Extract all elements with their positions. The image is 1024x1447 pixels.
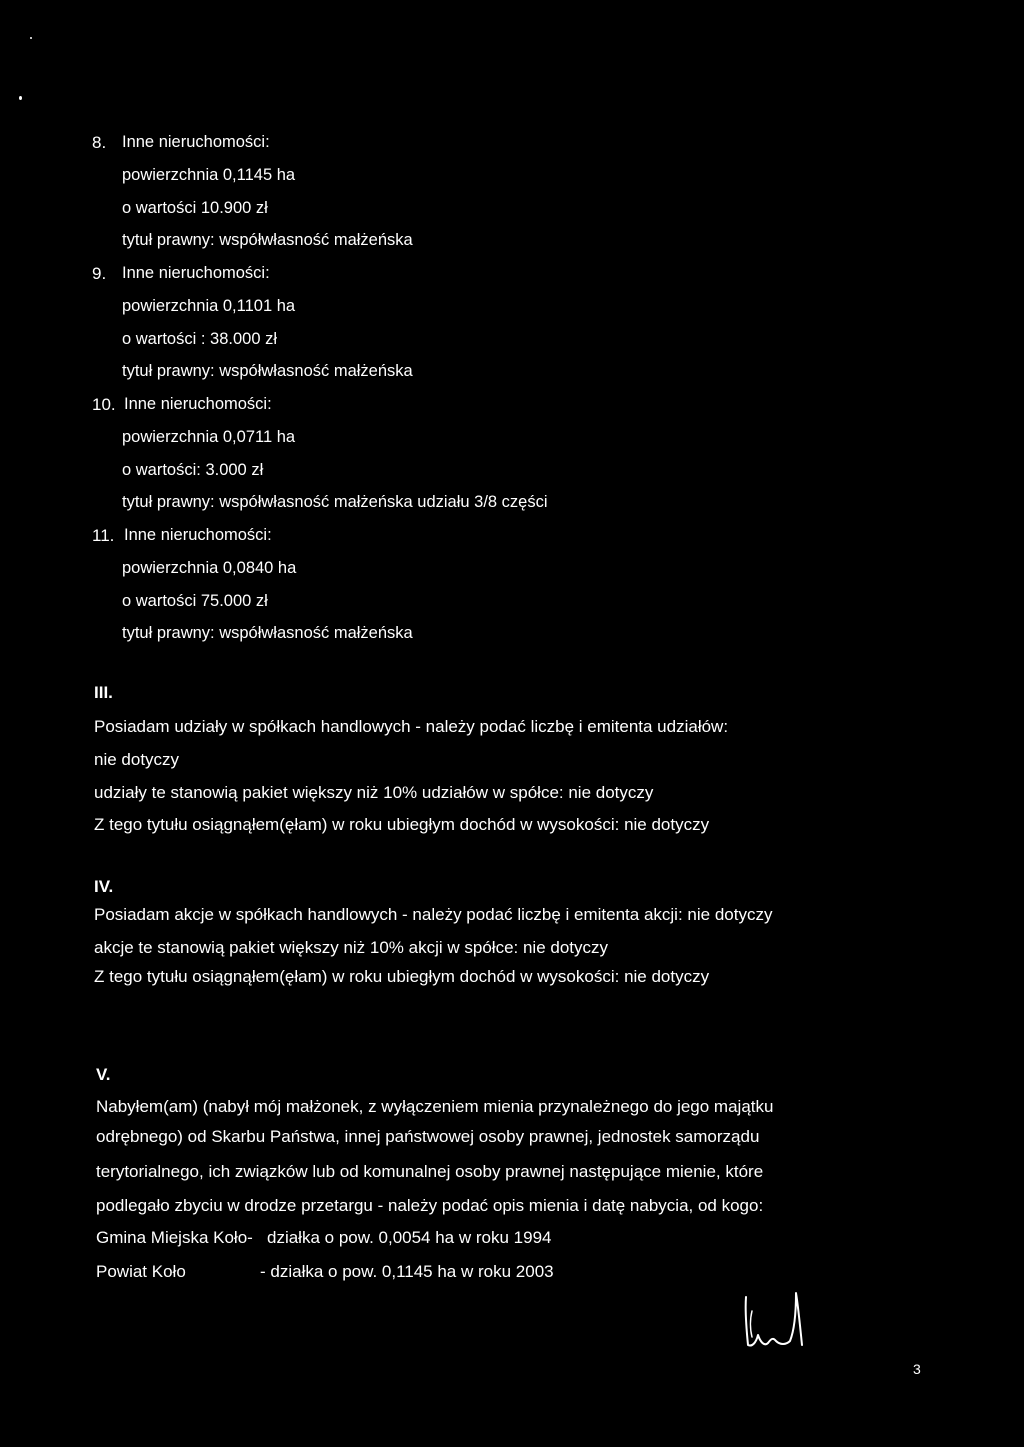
section-line: terytorialnego, ich związków lub od komunalnej osoby prawnej następujące mienie, które: [96, 1162, 764, 1181]
item-title: tytuł prawny: współwłasność małżeńska: [122, 362, 413, 380]
item-area: powierzchnia 0,0840 ha: [122, 559, 297, 577]
item-title: tytuł prawny: współwłasność małżeńska: [122, 624, 413, 642]
item-title: tytuł prawny: współwłasność małżeńska udziału 3/8 części: [122, 493, 548, 511]
item-number: 10.: [92, 395, 116, 414]
section-line: nie dotyczy: [94, 750, 180, 769]
item-value: o wartości 75.000 zł: [122, 592, 268, 610]
section-line: Z tego tytułu osiągnąłem(ęłam) w roku ubiegłym dochód w wysokości: nie dotyczy: [94, 815, 710, 834]
item-number: 8.: [92, 133, 107, 152]
section-line: Nabyłem(am) (nabył mój małżonek, z wyłączeniem mienia przynależnego do jego majątku: [96, 1097, 774, 1116]
section-line: podlegało zbyciu w drodze przetargu - należy podać opis mienia i datę nabycia, od kogo:: [96, 1196, 764, 1215]
item-title: tytuł prawny: współwłasność małżeńska: [122, 231, 413, 249]
item-value: o wartości : 38.000 zł: [122, 330, 277, 348]
item-label: Inne nieruchomości:: [124, 526, 272, 544]
section-line: Posiadam akcje w spółkach handlowych - należy podać liczbę i emitenta akcji: nie dotyczy: [94, 905, 773, 924]
section-heading: IV.: [94, 877, 114, 896]
item-number: 9.: [92, 264, 107, 283]
item-label: Inne nieruchomości:: [122, 133, 270, 151]
acquisition-detail: działka o pow. 0,0054 ha w roku 1994: [267, 1228, 552, 1247]
item-value: o wartości 10.900 zł: [122, 199, 268, 217]
section-line: Z tego tytułu osiągnąłem(ęłam) w roku ubiegłym dochód w wysokości: nie dotyczy: [94, 967, 710, 986]
section-line: Posiadam udziały w spółkach handlowych - należy podać liczbę i emitenta udziałów:: [94, 717, 729, 736]
section-heading: III.: [94, 683, 113, 702]
acquisition-source: Gmina Miejska Koło-: [96, 1228, 253, 1247]
item-area: powierzchnia 0,1145 ha: [122, 166, 296, 184]
section-line: akcje te stanowią pakiet większy niż 10% akcji w spółce: nie dotyczy: [94, 938, 609, 957]
scan-speck: [30, 37, 32, 39]
item-label: Inne nieruchomości:: [122, 264, 270, 282]
section-line: odrębnego) od Skarbu Państwa, innej państwowej osoby prawnej, jednostek samorządu: [96, 1127, 760, 1146]
page-number: 3: [913, 1361, 921, 1377]
item-label: Inne nieruchomości:: [124, 395, 272, 413]
item-value: o wartości: 3.000 zł: [122, 461, 264, 479]
section-line: udziały te stanowią pakiet większy niż 10% udziałów w spółce: nie dotyczy: [94, 783, 654, 802]
scan-speck: [19, 96, 22, 100]
item-area: powierzchnia 0,0711 ha: [122, 428, 296, 446]
signature: [738, 1285, 808, 1355]
item-area: powierzchnia 0,1101 ha: [122, 297, 296, 315]
item-number: 11.: [92, 526, 115, 545]
acquisition-detail: - działka o pow. 0,1145 ha w roku 2003: [260, 1262, 554, 1281]
acquisition-source: Powiat Koło: [96, 1262, 186, 1281]
section-heading: V.: [96, 1065, 111, 1084]
